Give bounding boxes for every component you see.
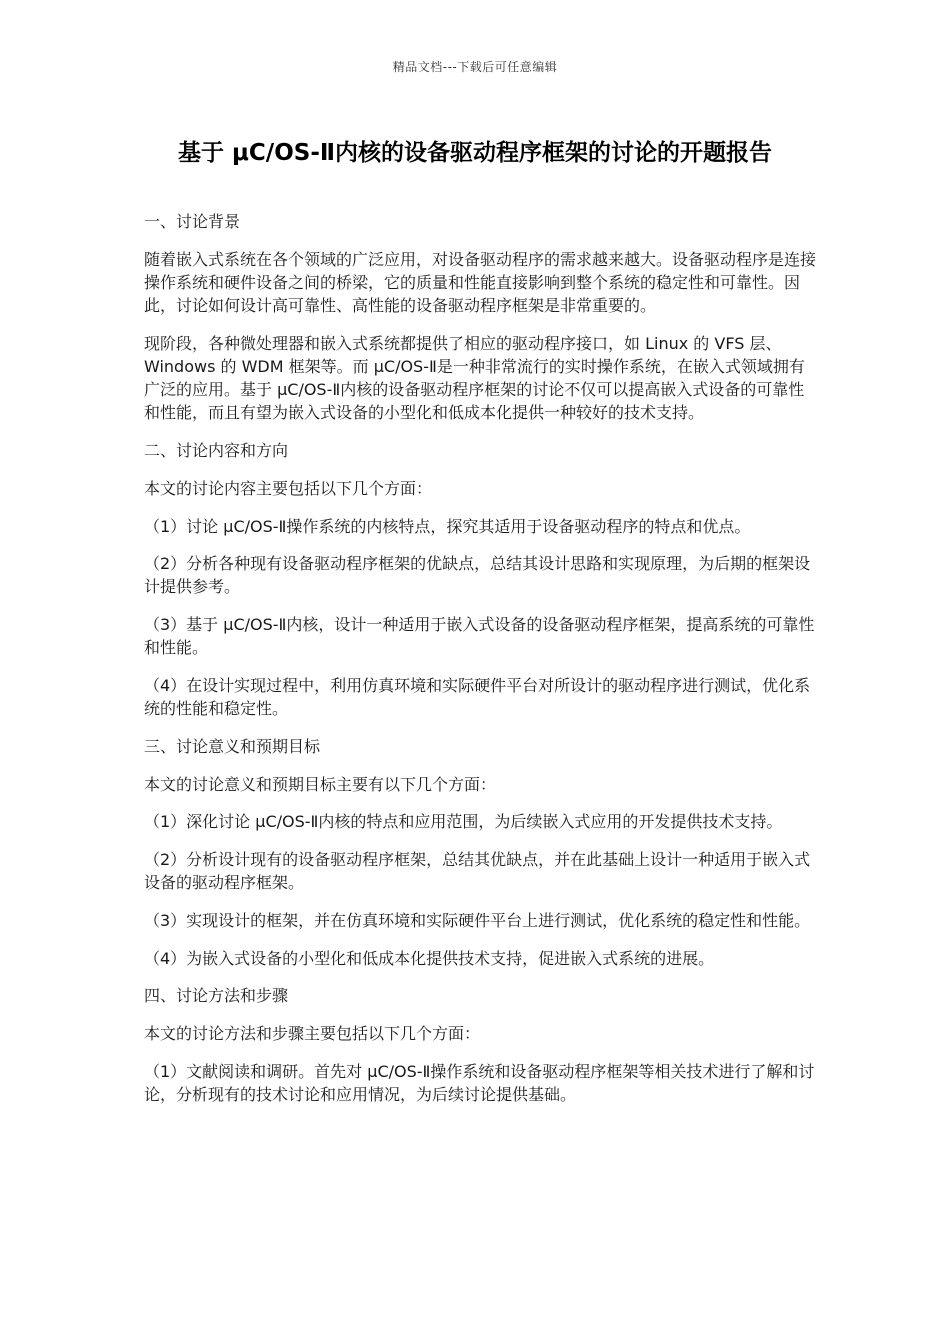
list-item: （3）实现设计的框架，并在仿真环境和实际硬件平台上进行测试，优化系统的稳定性和性能。 <box>144 910 811 930</box>
document-title: 基于 μC/OS-Ⅱ内核的设备驱动程序框架的讨论的开题报告 <box>177 140 773 166</box>
document-body <box>144 210 816 1121</box>
paragraph: 本文的讨论内容主要包括以下几个方面： <box>144 478 433 498</box>
list-item: （1）深化讨论 μC/OS-Ⅱ内核的特点和应用范围，为后续嵌入式应用的开发提供技术支持。 <box>144 812 783 832</box>
list-item: （4）在设计实现过程中，利用仿真环境和实际硬件平台对所设计的驱动程序进行测试，优化系统的性能和稳定性。 <box>144 676 811 719</box>
paragraph: 随着嵌入式系统在各个领域的广泛应用，对设备驱动程序的需求越来越大。设备驱动程序是连接操作系统和硬件设备之间的桥梁，它的质量和性能直接影响到整个系统的稳定性和可靠性。因此，讨论如何设计高可靠性、高性能的设备驱动程序框架是非常重要的。 <box>144 249 817 316</box>
paragraph: 现阶段，各种微处理器和嵌入式系统都提供了相应的驱动程序接口，如 Linux 的 VFS 层、Windows 的 WDM 框架等。而 μC/OS-Ⅱ是一种非常流行的实时操作系统，在嵌入式领域拥有广泛的应用。基于 μC/OS-Ⅱ内核的设备驱动程序框架的讨论不仅可以提高嵌入式设备的可靠性和性能，而且有望为嵌入式设备的小型化和低成本化提供一种较好的技术支持。 <box>144 333 805 423</box>
section-heading-methods: 四、讨论方法和步骤 <box>144 986 289 1006</box>
section-heading-background: 一、讨论背景 <box>144 212 241 231</box>
list-item: （1）文献阅读和调研。首先对 μC/OS-Ⅱ操作系统和设备驱动程序框架等相关技术进行了解和讨论，分析现有的技术讨论和应用情况，为后续讨论提供基础。 <box>144 1061 815 1104</box>
section-heading-significance: 三、讨论意义和预期目标 <box>144 736 321 756</box>
paragraph: 本文的讨论方法和步骤主要包括以下几个方面： <box>144 1024 481 1044</box>
list-item: （2）分析设计现有的设备驱动程序框架，总结其优缺点，并在此基础上设计一种适用于嵌入式设备的驱动程序框架。 <box>144 850 811 893</box>
list-item: （1）讨论 μC/OS-Ⅱ操作系统的内核特点，探究其适用于设备驱动程序的特点和优点。 <box>144 516 751 536</box>
list-item: （3）基于 μC/OS-Ⅱ内核，设计一种适用于嵌入式设备的设备驱动程序框架，提高系统的可靠性和性能。 <box>144 615 815 658</box>
list-item: （2）分析各种现有设备驱动程序框架的优缺点，总结其设计思路和实现原理，为后期的框架设计提供参考。 <box>144 554 811 597</box>
page-header: 精品文档---下载后可任意编辑 <box>392 60 558 74</box>
paragraph: 本文的讨论意义和预期目标主要有以下几个方面： <box>144 774 497 794</box>
list-item: （4）为嵌入式设备的小型化和低成本化提供技术支持，促进嵌入式系统的进展。 <box>144 948 715 968</box>
section-heading-content: 二、讨论内容和方向 <box>144 441 289 461</box>
